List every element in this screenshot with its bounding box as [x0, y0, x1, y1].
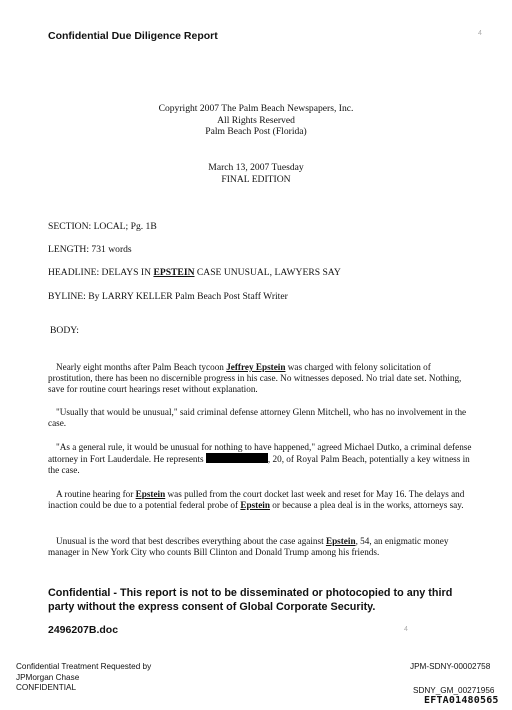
- p4-text-a: A routine hearing for: [56, 489, 136, 499]
- rights-line: All Rights Reserved: [217, 114, 295, 126]
- confidential-notice: Confidential - This report is not to be disseminated or photocopied to any third party without the express consent of Global Corporate Security.: [48, 587, 453, 613]
- p4-text-c: or because a plea deal is in the works, attorneys say.: [269, 500, 464, 511]
- byline-field: BYLINE: By LARRY KELLER Palm Beach Post Staff Writer: [48, 291, 288, 302]
- footer-confidential: CONFIDENTIAL: [16, 683, 77, 693]
- footer-bates-sdny: SDNY_GM_00271956: [413, 686, 495, 695]
- body-label: BODY:: [50, 325, 79, 336]
- publication-line: Palm Beach Post (Florida): [205, 126, 307, 138]
- footer-company: JPMorgan Chase: [16, 672, 80, 682]
- corner-mark: 4: [478, 30, 482, 37]
- p4-highlight-2: Epstein: [240, 500, 270, 511]
- document-id: 2496207B.doc: [48, 624, 119, 636]
- paragraph-5: [48, 536, 476, 558]
- p5-highlight: Epstein: [325, 536, 356, 546]
- date-block: [0, 162, 512, 185]
- p2-text: "Usually that would be unusual," said criminal defense attorney Glenn Mitchell, who has no involvement in the case.: [48, 407, 467, 429]
- edition: FINAL EDITION: [221, 173, 291, 185]
- footer-treatment: Confidential Treatment Requested by: [16, 662, 152, 671]
- copyright-block: [0, 103, 512, 138]
- copyright-line: Copyright 2007 The Palm Beach Newspapers, Inc.: [158, 103, 354, 114]
- section-field: SECTION: LOCAL; Pg. 1B: [48, 221, 157, 232]
- p1-text-a: Nearly eight months after Palm Beach tycoon: [56, 362, 227, 372]
- headline-prefix: HEADLINE: DELAYS IN: [48, 267, 154, 278]
- p5-text-b: , 54, an enigmatic money manager in New York City who counts Bill Clinton and Donald Trump among his friends.: [48, 536, 449, 558]
- redaction-box: [206, 453, 268, 463]
- efta-bates-number: EFTA01480565: [424, 695, 499, 706]
- headline-suffix: CASE UNUSUAL, LAWYERS SAY: [194, 267, 341, 278]
- length-field: LENGTH: 731 words: [48, 244, 132, 255]
- report-header-title: Confidential Due Diligence Report: [48, 30, 218, 42]
- paragraph-1: [48, 362, 476, 396]
- headline-field: [48, 267, 341, 278]
- footer-bates-jpm: JPM-SDNY-00002758: [410, 662, 491, 671]
- p3-text-a: "As a general rule, it would be unusual for nothing to have happened," agreed Michael Dutko, a criminal defense attorney in Fort Lauderdale. He represents: [48, 442, 472, 465]
- publish-date: March 13, 2007 Tuesday: [208, 162, 304, 173]
- paragraph-4: [48, 489, 476, 511]
- p4-highlight-1: Epstein: [135, 489, 166, 499]
- p1-text-b: was charged with felony solicitation of prostitution, there has been no discernible progress in his case. No witnesses deposed. No trial date set. Nothing, save for routine court hearings reset without explanation.: [48, 362, 462, 395]
- p3-text-b: , 20, of Royal Palm Beach, potentially a key witness in the case.: [48, 454, 470, 476]
- p4-text-b: was pulled from the court docket last week and reset for May 16. The delays and inaction could be due to a potential federal probe of: [48, 489, 465, 511]
- footer-left: [16, 662, 151, 694]
- page-mark: 4: [404, 626, 408, 633]
- headline-highlight: EPSTEIN: [153, 267, 195, 278]
- paragraph-3: [48, 442, 476, 477]
- paragraph-2: [48, 407, 476, 429]
- p1-highlight: Jeffrey Epstein: [226, 362, 286, 372]
- p5-text-a: Unusual is the word that best describes everything about the case against: [56, 536, 326, 546]
